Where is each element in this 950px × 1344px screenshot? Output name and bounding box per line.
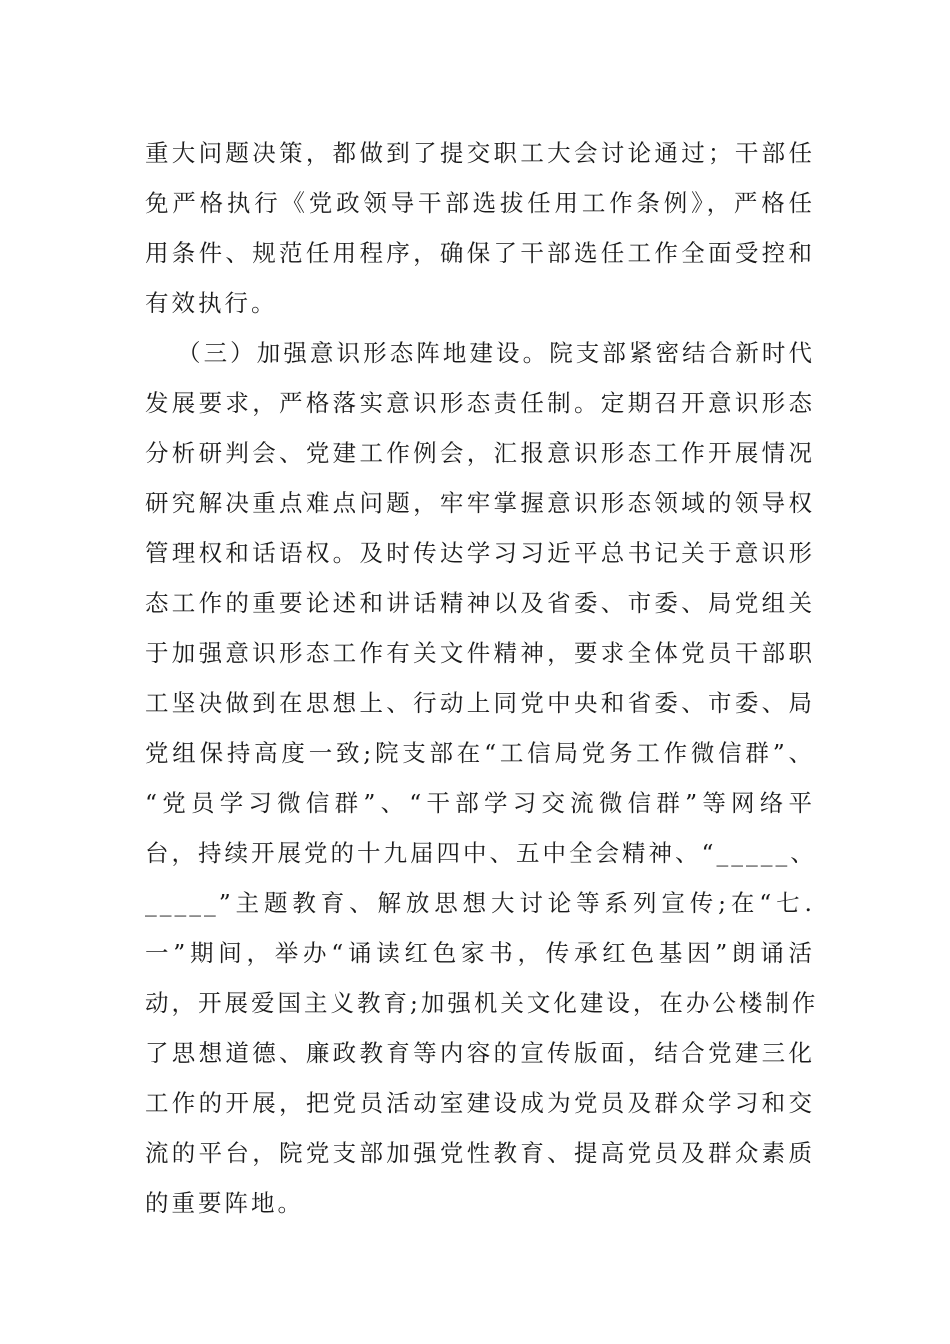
text-line: 用条件、规范任用程序，确保了干部选任工作全面受控和 — [145, 239, 815, 267]
text-line: “党员学习微信群”、“干部学习交流微信群”等网络平 — [145, 789, 815, 817]
body-text — [145, 128, 819, 1228]
text-line: 有效执行。 — [145, 289, 278, 317]
text-line: 工坚决做到在思想上、行动上同党中央和省委、市委、局 — [145, 689, 815, 717]
text-line: 免严格执行《党政领导干部选拔任用工作条例》，严格任 — [145, 189, 815, 217]
text-line: 动，开展爱国主义教育;加强机关文化建设，在办公楼制作 — [145, 989, 819, 1017]
text-line: 态工作的重要论述和讲话精神以及省委、市委、局党组关 — [145, 589, 815, 617]
text-line: 研究解决重点难点问题，牢牢掌握意识形态领域的领导权 — [145, 489, 815, 517]
text-line: 台，持续开展党的十九届四中、五中全会精神、“_____、 — [145, 839, 817, 867]
text-line: 发展要求，严格落实意识形态责任制。定期召开意识形态 — [145, 389, 815, 417]
text-line: _____”主题教育、解放思想大讨论等系列宣传;在“七. — [145, 889, 815, 917]
text-line: 于加强意识形态工作有关文件精神，要求全体党员干部职 — [145, 639, 815, 667]
text-line: 了思想道德、廉政教育等内容的宣传版面，结合党建三化 — [145, 1039, 815, 1067]
text-line: 重大问题决策，都做到了提交职工大会讨论通过；干部任 — [145, 139, 815, 167]
text-line: 的重要阵地。 — [145, 1189, 304, 1217]
text-line: 一”期间，举办“诵读红色家书，传承红色基因”朗诵活 — [145, 939, 815, 967]
text-line: 党组保持高度一致;院支部在“工信局党务工作微信群”、 — [145, 739, 815, 767]
text-line: 流的平台，院党支部加强党性教育、提高党员及群众素质 — [145, 1139, 815, 1167]
text-line: 工作的开展，把党员活动室建设成为党员及群众学习和交 — [145, 1089, 815, 1117]
text-line: 分析研判会、党建工作例会，汇报意识形态工作开展情况 — [145, 439, 815, 467]
text-line: 管理权和话语权。及时传达学习习近平总书记关于意识形 — [145, 539, 815, 567]
section-heading-line: （三）加强意识形态阵地建设。院支部紧密结合新时代 — [177, 339, 815, 367]
